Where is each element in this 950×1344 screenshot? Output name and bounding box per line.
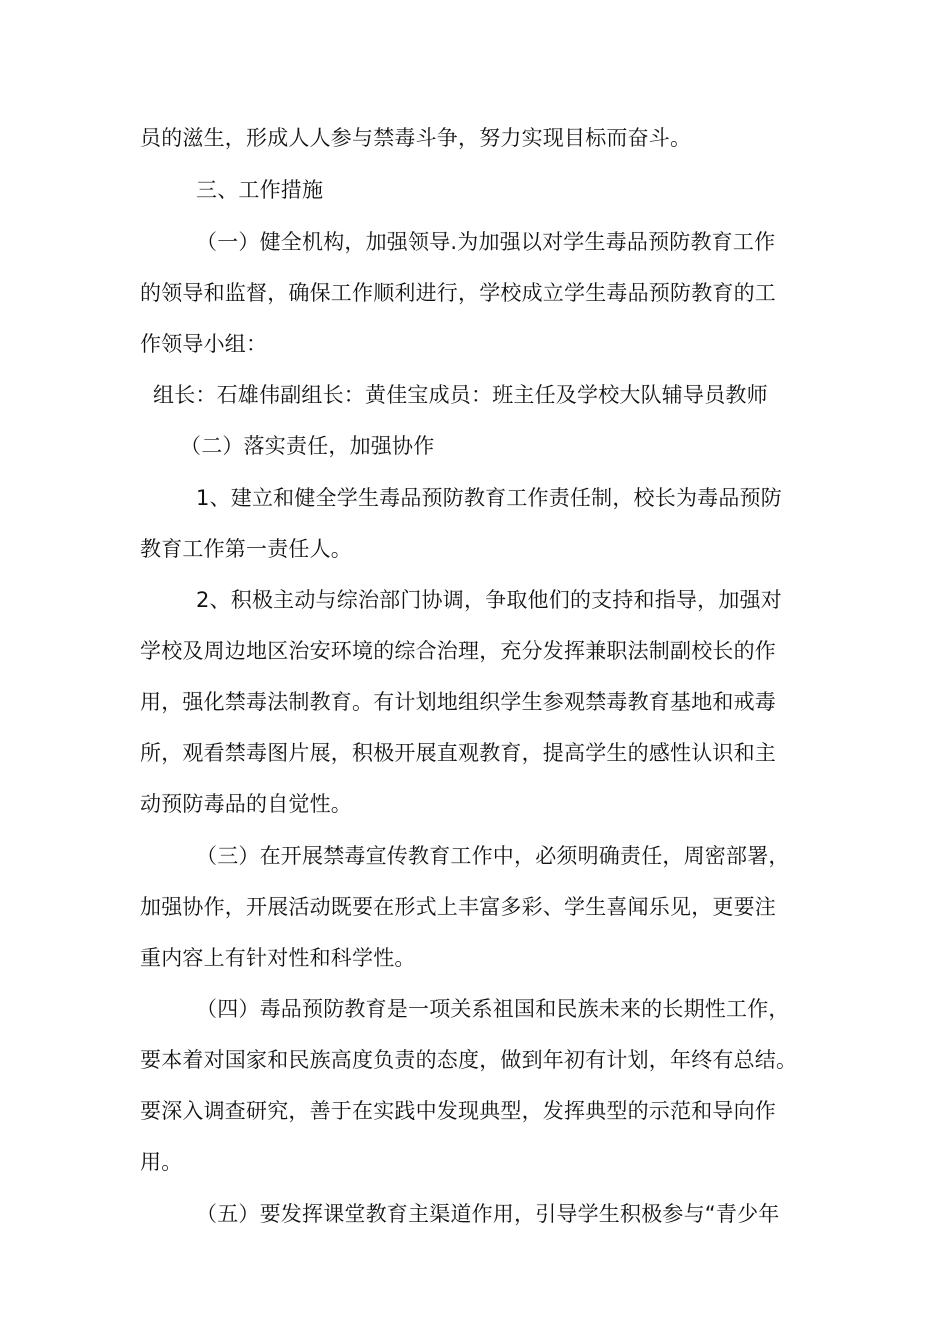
paragraph-line: 员的滋生，形成人人参与禁毒斗争，努力实现目标而奋斗。 [140, 126, 692, 150]
paragraph-line: 组长：石雄伟副组长：黄佳宝成员：班主任及学校大队辅导员教师 [153, 383, 768, 407]
paragraph-line: 教育工作第一责任人。 [140, 537, 352, 561]
paragraph-line: 要本着对国家和民族高度负责的态度，做到年初有计划，年终有总结。 [140, 1048, 798, 1072]
paragraph-line: （四）毒品预防教育是一项关系祖国和民族未来的长期性工作， [196, 997, 790, 1021]
paragraph-line: 动预防毒品的自觉性。 [140, 792, 352, 816]
paragraph-line: （一）健全机构，加强领导.为加强以对学生毒品预防教育工作 [196, 230, 776, 254]
paragraph-line: 作领导小组： [140, 332, 268, 356]
paragraph-line: 用，强化禁毒法制教育。有计划地组织学生参观禁毒教育基地和戒毒 [140, 690, 776, 714]
paragraph-line: 重内容上有针对性和科学性。 [140, 946, 416, 970]
paragraph-line: 的领导和监督，确保工作顺利进行，学校成立学生毒品预防教育的工 [140, 281, 776, 305]
paragraph-line: 2、积极主动与综治部门协调，争取他们的支持和指导，加强对 [196, 588, 782, 612]
paragraph-line: 1、建立和健全学生毒品预防教育工作责任制，校长为毒品预防 [196, 486, 782, 510]
paragraph-line: 要深入调查研究，善于在实践中发现典型，发挥典型的示范和导向作 [140, 1099, 776, 1123]
subsection-heading: （二）落实责任，加强协作 [180, 434, 435, 458]
section-heading: 三、工作措施 [196, 178, 324, 202]
paragraph-line: （三）在开展禁毒宣传教育工作中，必须明确责任，周密部署， [196, 844, 790, 868]
paragraph-line: 加强协作，开展活动既要在形式上丰富多彩、学生喜闻乐见，更要注 [140, 895, 776, 919]
paragraph-line: 用。 [140, 1150, 183, 1174]
paragraph-line: 所，观看禁毒图片展，积极开展直观教育，提高学生的感性认识和主 [140, 741, 776, 765]
paragraph-line: 学校及周边地区治安环境的综合治理，充分发挥兼职法制副校长的作 [140, 639, 776, 663]
paragraph-line: （五）要发挥课堂教育主渠道作用，引导学生积极参与“青少年 [196, 1202, 780, 1226]
